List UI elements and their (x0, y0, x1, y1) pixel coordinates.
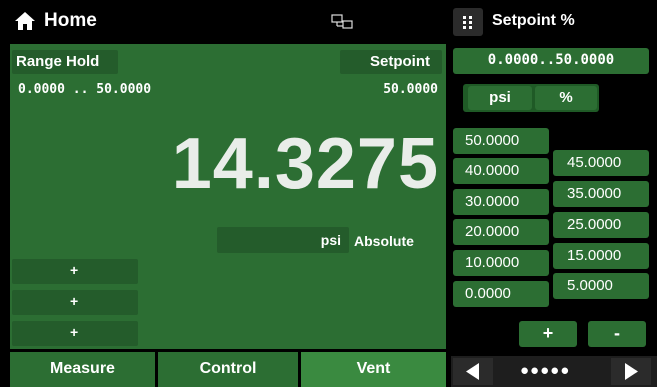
preset-value-label: 15.0000 (567, 247, 622, 264)
preset-value-button[interactable] (453, 281, 549, 307)
preset-value-button[interactable] (453, 219, 549, 245)
arrow-right-icon (611, 358, 651, 385)
percent-button[interactable] (535, 86, 597, 110)
psi-label: psi (489, 89, 511, 106)
preset-value-button[interactable] (553, 243, 649, 269)
unit-selector[interactable] (217, 227, 349, 253)
reference-label[interactable]: Absolute (354, 233, 414, 249)
percent-label: % (559, 89, 573, 106)
add-slot-label: + (70, 293, 79, 309)
tab-control-label: Control (199, 360, 257, 377)
page-indicator: ●●●●● (520, 362, 571, 379)
preset-value-button[interactable] (553, 150, 649, 176)
preset-value-button[interactable] (453, 189, 549, 215)
keypad-title: Setpoint % (492, 12, 575, 29)
preset-value-label: 30.0000 (465, 193, 520, 210)
arrow-left-icon (453, 358, 493, 385)
preset-value-label: 10.0000 (465, 254, 520, 271)
tab-vent[interactable] (301, 352, 446, 387)
add-slot-label: + (70, 262, 79, 278)
range-value: 0.0000 .. 50.0000 (18, 82, 152, 97)
page-title: Home (44, 10, 97, 31)
prev-page-button[interactable] (453, 358, 493, 385)
pressure-reading: 14.3275 (171, 124, 439, 204)
add-slot-button[interactable] (12, 321, 138, 346)
add-slot-label: + (70, 324, 79, 340)
decrement-button[interactable] (588, 321, 646, 347)
network-icon (331, 14, 353, 30)
range-hold-label: Range Hold (16, 53, 100, 70)
preset-value-button[interactable] (453, 128, 549, 154)
preset-value-label: 0.0000 (465, 285, 511, 302)
preset-value-label: 5.0000 (567, 277, 613, 294)
preset-value-button[interactable] (553, 273, 649, 299)
add-slot-button[interactable] (12, 259, 138, 284)
tab-vent-label: Vent (356, 360, 391, 377)
tab-measure[interactable] (10, 352, 155, 387)
preset-value-button[interactable] (453, 158, 549, 184)
psi-button[interactable] (468, 86, 532, 110)
setpoint-range (453, 48, 649, 74)
grid-icon[interactable] (453, 8, 483, 36)
preset-value-button[interactable] (453, 250, 549, 276)
preset-value-button[interactable] (553, 212, 649, 238)
setpoint-label: Setpoint (370, 53, 430, 70)
home-icon[interactable] (14, 11, 36, 31)
preset-value-label: 35.0000 (567, 185, 622, 202)
preset-value-label: 25.0000 (567, 216, 622, 233)
increment-label: + (542, 323, 554, 343)
preset-value-label: 50.0000 (465, 132, 520, 149)
preset-value-label: 20.0000 (465, 223, 520, 240)
preset-value-label: 40.0000 (465, 162, 520, 179)
add-slot-button[interactable] (12, 290, 138, 315)
decrement-label: - (614, 323, 620, 343)
setpoint-button[interactable] (340, 50, 442, 74)
setpoint-value: 50.0000 (383, 82, 438, 97)
next-page-button[interactable] (611, 358, 651, 385)
preset-value-button[interactable] (553, 181, 649, 207)
unit-label: psi (320, 232, 341, 248)
tab-control[interactable] (158, 352, 298, 387)
preset-value-label: 45.0000 (567, 154, 622, 171)
increment-button[interactable] (519, 321, 577, 347)
tab-measure-label: Measure (50, 360, 115, 377)
range-hold-button[interactable] (12, 50, 118, 74)
setpoint-range-label: 0.0000..50.0000 (487, 52, 615, 68)
